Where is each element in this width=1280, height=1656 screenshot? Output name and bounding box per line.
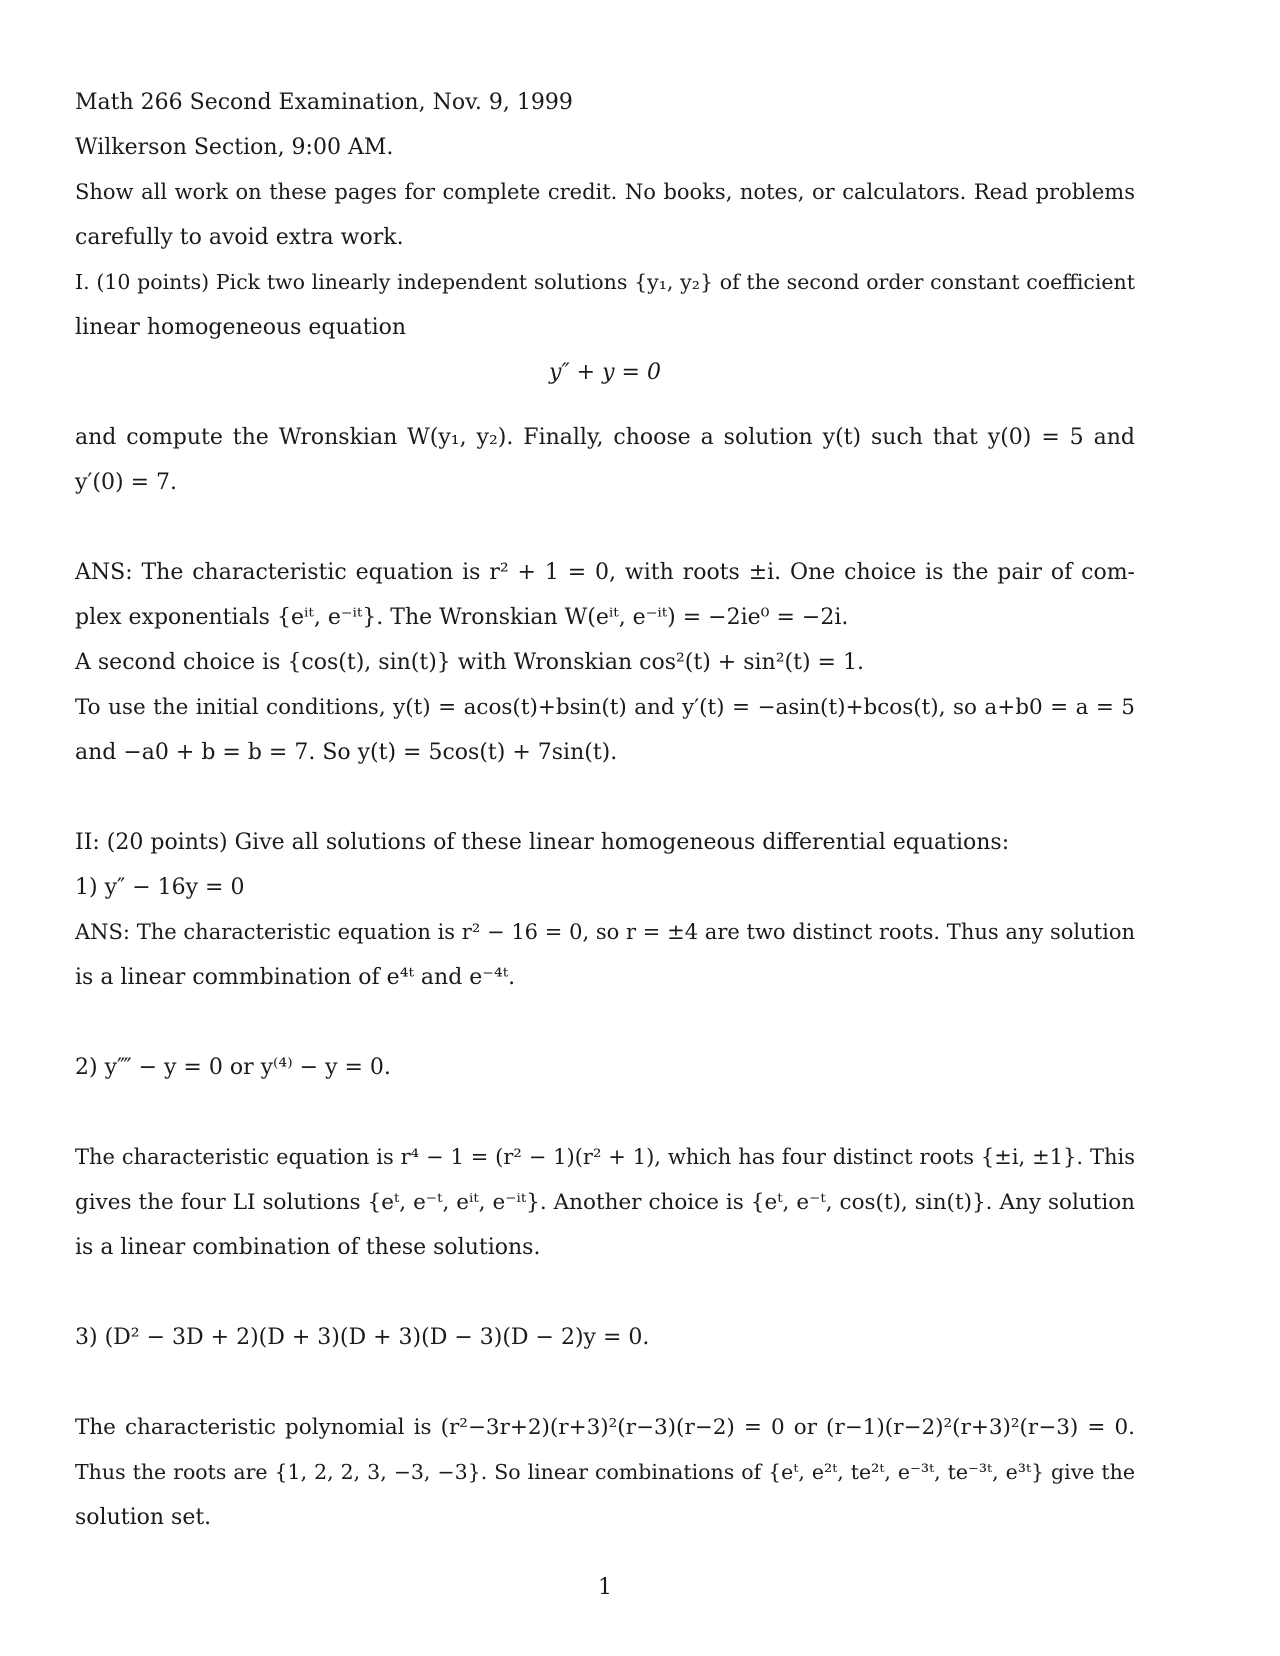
problem2-part2-answer-line-1: The characteristic equation is r⁴ − 1 = (r² − 1)(r² + 1), which has four distinct roots {±i, ±1}. This [75, 1145, 1135, 1169]
problem1-line-2: linear homogeneous equation [75, 315, 407, 340]
problem2-intro: II: (20 points) Give all solutions of these linear homogeneous differential equations: [75, 830, 1010, 855]
problem1-equation: y″ + y = 0 [549, 360, 661, 385]
problem1-answer-line-4: To use the initial conditions, y(t) = acos(t)+bsin(t) and y′(t) = −asin(t)+bcos(t), so a+b0 = a = 5 [75, 695, 1135, 720]
problem2-part2-answer-line-3: is a linear combination of these solutions. [75, 1235, 541, 1260]
exam-title: Math 266 Second Examination, Nov. 9, 1999 [75, 90, 573, 115]
problem1-answer-line-2: plex exponentials {eⁱᵗ, e⁻ⁱᵗ}. The Wronskian W(eⁱᵗ, e⁻ⁱᵗ) = −2ie⁰ = −2i. [75, 605, 849, 630]
instructions-line-2: carefully to avoid extra work. [75, 225, 404, 250]
problem2-part2-question: 2) y⁗ − y = 0 or y⁽⁴⁾ − y = 0. [75, 1055, 391, 1080]
problem2-part3-answer-line-3: solution set. [75, 1505, 212, 1530]
problem2-part3-answer-line-2: Thus the roots are {1, 2, 2, 3, −3, −3}. So linear combinations of {eᵗ, e²ᵗ, te²ᵗ, e⁻³ᵗ, te⁻³ᵗ, e³ᵗ} give the [75, 1460, 1135, 1484]
problem1-answer-line-3: A second choice is {cos(t), sin(t)} with Wronskian cos²(t) + sin²(t) = 1. [75, 650, 864, 675]
problem1-line-1: I. (10 points) Pick two linearly independent solutions {y₁, y₂} of the second order constant coefficient [75, 270, 1135, 294]
problem2-part3-answer-line-1: The characteristic polynomial is (r²−3r+2)(r+3)²(r−3)(r−2) = 0 or (r−1)(r−2)²(r+3)²(r−3) = 0. [75, 1415, 1135, 1440]
problem2-part1-question: 1) y″ − 16y = 0 [75, 875, 245, 900]
page-number: 1 [598, 1575, 612, 1600]
instructions-line-1: Show all work on these pages for complete credit. No books, notes, or calculators. Read problems [75, 180, 1135, 204]
problem2-part1-answer-line-2: is a linear commbination of e⁴ᵗ and e⁻⁴ᵗ. [75, 965, 516, 990]
problem1-answer-line-5: and −a0 + b = b = 7. So y(t) = 5cos(t) + 7sin(t). [75, 740, 618, 765]
problem1-line-3: and compute the Wronskian W(y₁, y₂). Finally, choose a solution y(t) such that y(0) = 5 and [75, 425, 1135, 450]
exam-section: Wilkerson Section, 9:00 AM. [75, 135, 394, 160]
problem2-part1-answer-line-1: ANS: The characteristic equation is r² − 16 = 0, so r = ±4 are two distinct roots. Thus any solution [75, 920, 1135, 944]
problem2-part2-answer-line-2: gives the four LI solutions {eᵗ, e⁻ᵗ, eⁱᵗ, e⁻ⁱᵗ}. Another choice is {eᵗ, e⁻ᵗ, cos(t), sin(t)}. Any solution [75, 1190, 1135, 1215]
problem1-answer-line-1: ANS: The characteristic equation is r² + 1 = 0, with roots ±i. One choice is the pair of com- [75, 560, 1135, 585]
exam-page [75, 80, 1135, 1540]
problem1-line-4: y′(0) = 7. [75, 470, 177, 495]
problem2-part3-question: 3) (D² − 3D + 2)(D + 3)(D + 3)(D − 3)(D − 2)y = 0. [75, 1325, 650, 1350]
